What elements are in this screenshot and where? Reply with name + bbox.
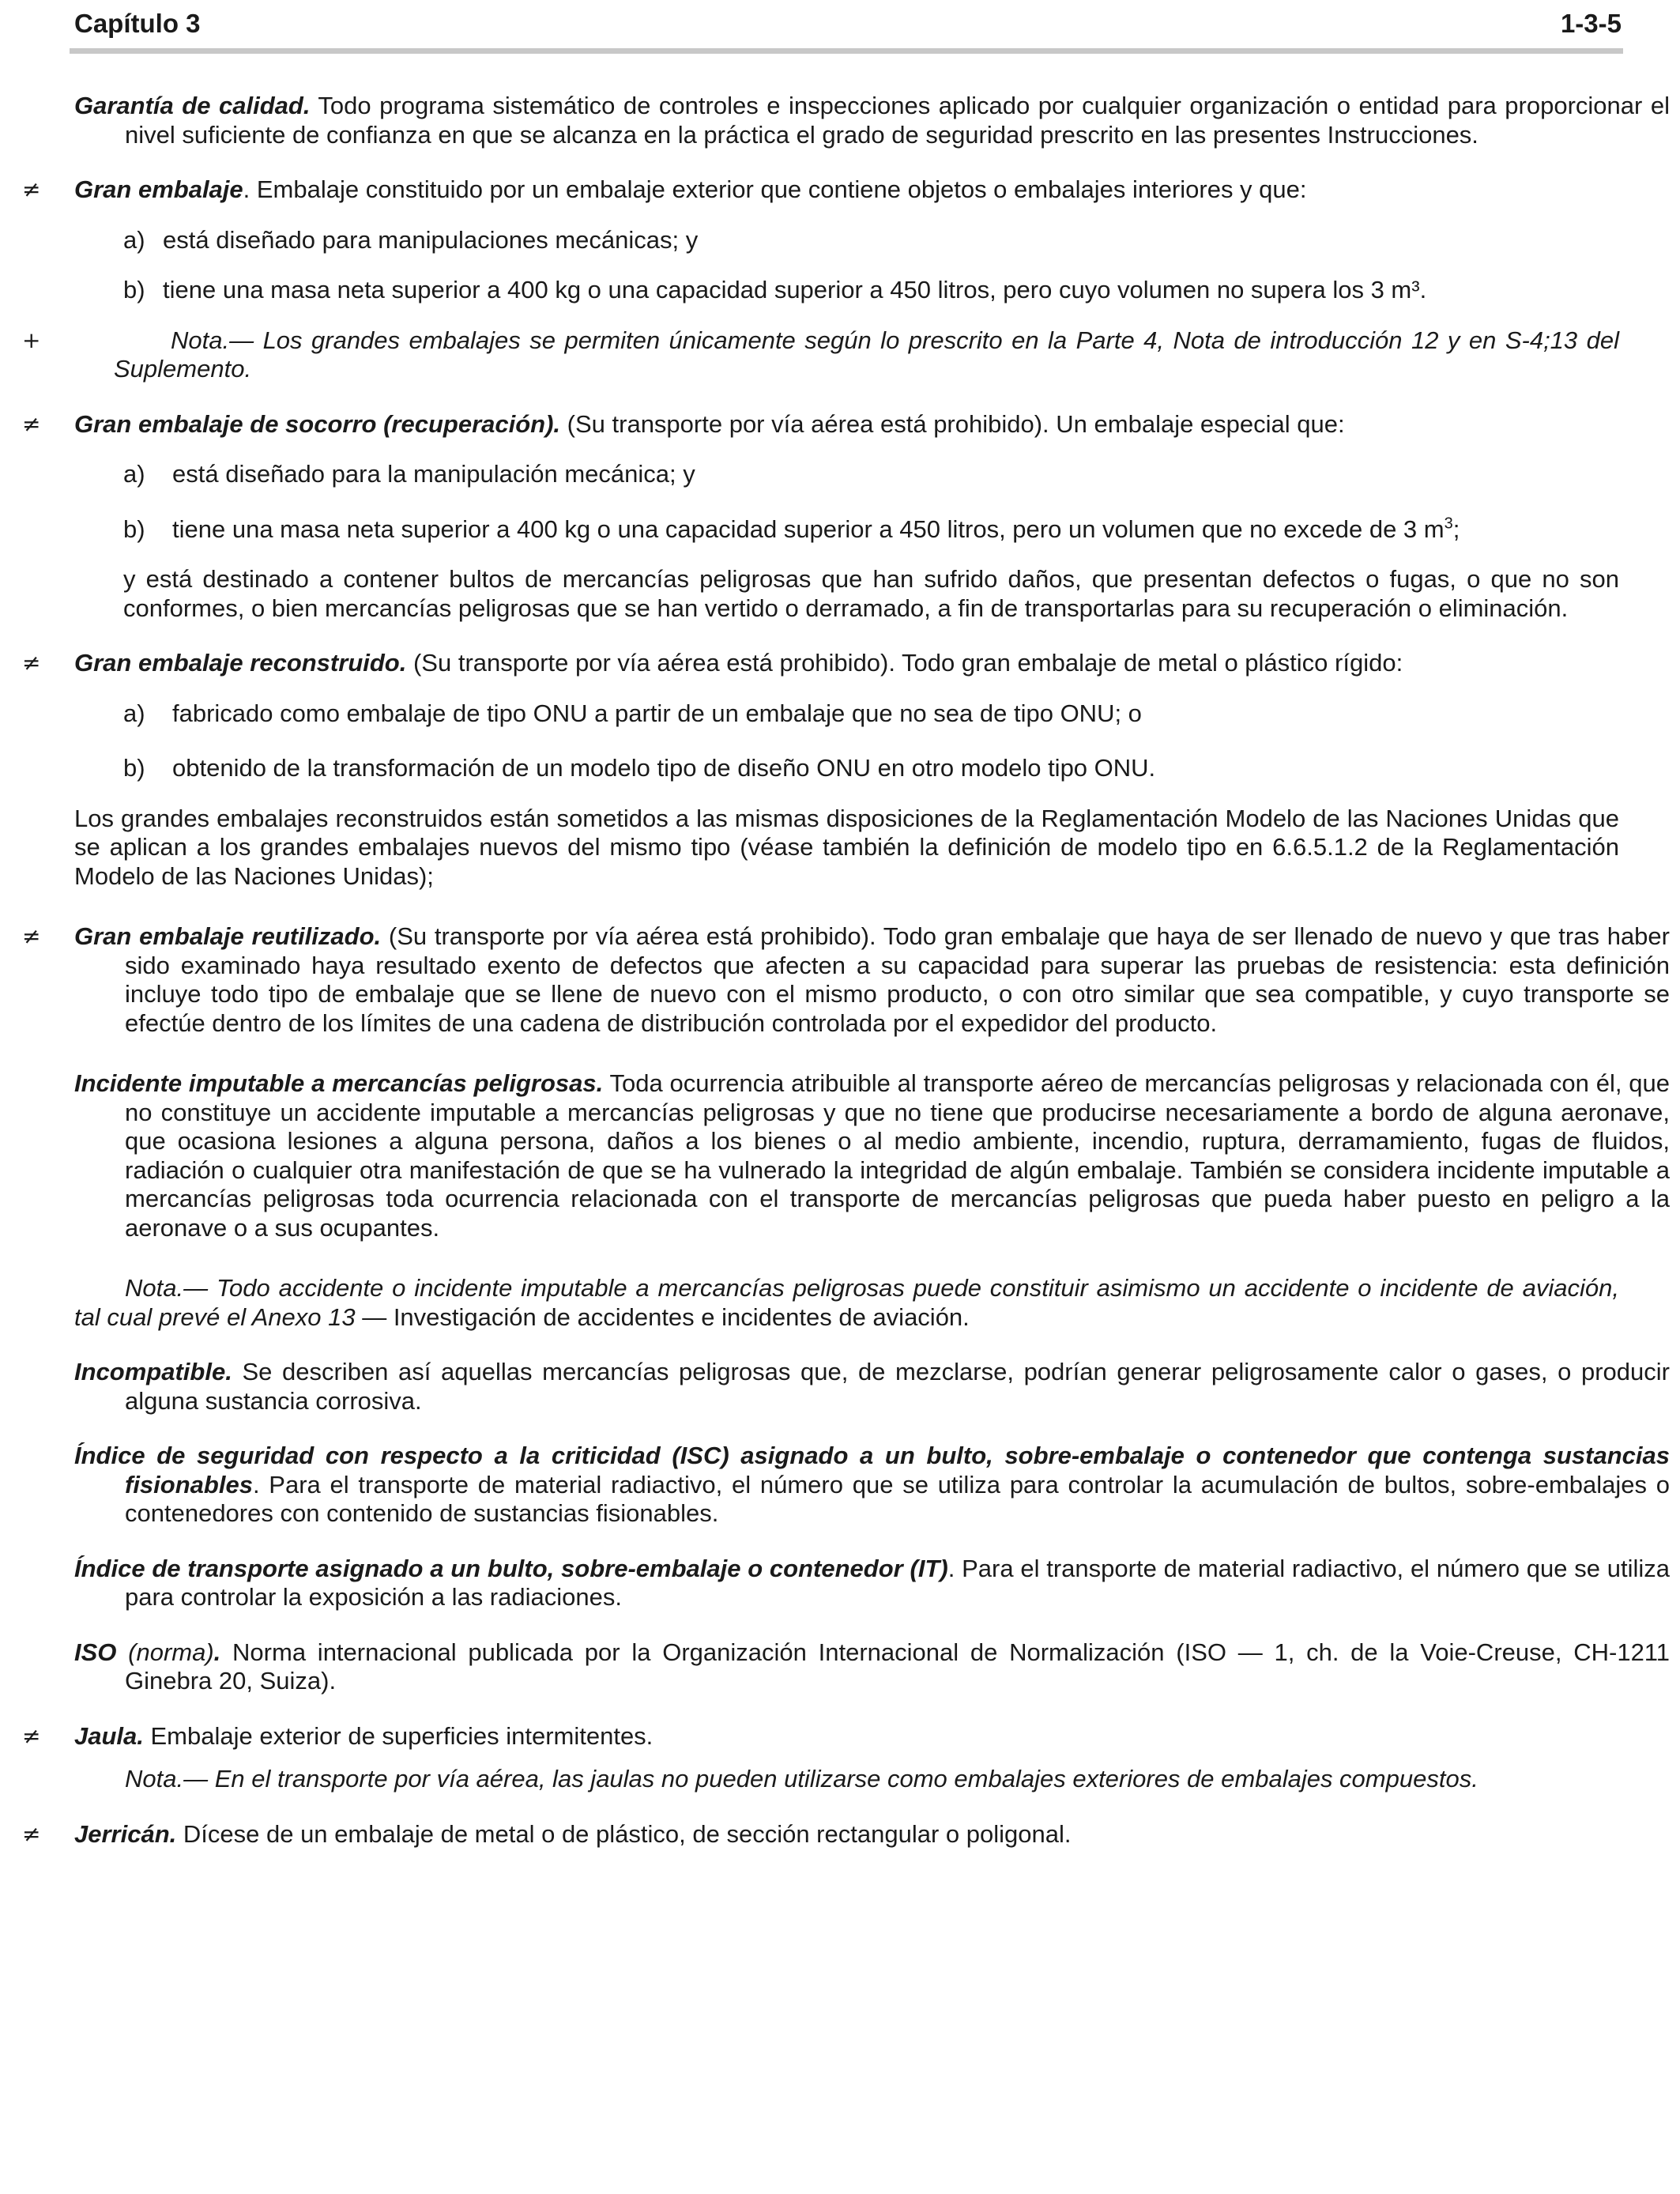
superscript: 3 <box>1444 515 1453 533</box>
definition-text: Se describen así aquellas mercancías peligrosas que, de mezclarse, podrían generar peligrosamente calor o gases, o producir alguna sustancia corrosiva. <box>125 1358 1670 1415</box>
note-jaula <box>0 1765 1680 1794</box>
definition-jerrican <box>0 1820 1680 1849</box>
definition-text: . Para el transporte de material radiactivo, el número que se utiliza para controlar la acumulación de bultos, sobre-embalajes o contenedores con contenido de sustancias fisionables. <box>125 1470 1670 1527</box>
definition-garantia-de-calidad <box>0 92 1680 149</box>
item-text: tiene una masa neta superior a 400 kg o una capacidad superior a 450 litros, pero un volumen que no excede de 3 m <box>172 515 1445 543</box>
definition-paragraph <box>74 92 1670 149</box>
definition-isc <box>0 1442 1680 1529</box>
item-text: está diseñado para la manipulación mecánica; y <box>172 460 695 488</box>
change-mark: ≠ <box>22 1820 41 1847</box>
note-paragraph <box>114 326 1619 384</box>
item-text: está diseñado para manipulaciones mecánicas; y <box>163 225 699 254</box>
definition-term: Gran embalaje reutilizado. <box>74 922 382 950</box>
definition-paragraph <box>74 1069 1670 1242</box>
list-item <box>0 460 1680 489</box>
definition-text: Norma internacional publicada por la Organización Internacional de Normalización (ISO — 1, ch. de la Voie-Creuse, CH-1211 Ginebra 20, Suiza). <box>125 1638 1670 1695</box>
change-mark: ≠ <box>22 1722 41 1749</box>
definition-text: Dícese de un embalaje de metal o de plástico, de sección rectangular o poligonal. <box>176 1819 1072 1848</box>
definition-gran-embalaje-reconstruido <box>0 649 1680 678</box>
definition-paragraph <box>74 1722 1670 1751</box>
definition-term: Gran embalaje de socorro (recuperación). <box>74 409 561 438</box>
definition-paragraph <box>74 922 1670 1038</box>
definition-paragraph <box>74 649 1670 678</box>
definition-text: (Su transporte por vía aérea está prohibido). Todo gran embalaje que haya de ser llenado de nuevo y que tras haber sido examinado haya resultado exento de defectos que afecten a su capacidad para superar las pruebas de resistencia: esta definición incluye todo tipo de embalaje que se llene de nuevo con el mismo producto, o con otro similar que sea compatible, y cuyo transporte se efectúe dentro de los límites de una cadena de distribución controlada por el expedidor del producto. <box>125 922 1670 1037</box>
item-text: tiene una masa neta superior a 400 kg o una capacidad superior a 450 litros, pero cuyo volumen no supera los 3 m³. <box>163 276 1427 303</box>
note-gran-embalaje <box>0 326 1680 384</box>
definition-paragraph <box>74 1442 1670 1529</box>
definition-term: Incompatible. <box>74 1358 232 1385</box>
page-number: 1-3-5 <box>1560 9 1622 38</box>
item-label: a) <box>123 225 145 254</box>
definition-paragraph <box>74 175 1670 205</box>
list-item <box>0 226 1680 255</box>
item-label: b) <box>123 754 145 782</box>
item-label: a) <box>123 460 145 488</box>
addition-mark: + <box>22 326 41 353</box>
item-label: a) <box>123 699 145 727</box>
item-label: b) <box>123 515 145 543</box>
definition-term: Gran embalaje <box>74 175 243 203</box>
definition-iso <box>0 1638 1680 1696</box>
note-label: Nota.— <box>171 326 254 354</box>
definition-it <box>0 1555 1680 1612</box>
header-rule <box>70 48 1623 54</box>
note-text: Nota.— Todo accidente o incidente imputable a mercancías peligrosas puede constituir asimismo un accidente o incidente de aviación, tal cual prevé el Anexo 13 <box>74 1274 1619 1331</box>
change-mark: ≠ <box>22 923 41 949</box>
note-incidente <box>0 1274 1680 1332</box>
list-item <box>0 276 1680 305</box>
definition-term: Incidente imputable a mercancías peligrosas. <box>74 1069 604 1097</box>
item-text: fabricado como embalaje de tipo ONU a partir de un embalaje que no sea de tipo ONU; o <box>172 699 1142 727</box>
continuation-paragraph: y está destinado a contener bultos de mercancías peligrosas que han sufrido daños, que presentan defectos o fugas, o que no son conformes, o bien mercancías peligrosas que se han vertido o derramado, a fin de transportarlas para su recuperación o eliminación. <box>123 565 1619 622</box>
definition-term: Garantía de calidad. <box>74 92 311 119</box>
definition-gran-embalaje-reutilizado <box>0 922 1680 1038</box>
definition-term: Índice de transporte asignado a un bulto, sobre-embalaje o contenedor (IT) <box>74 1554 948 1582</box>
note-paragraph: Nota.— En el transporte por vía aérea, las jaulas no pueden utilizarse como embalajes exteriores de embalajes compuestos. <box>125 1765 1478 1793</box>
list-item <box>0 699 1680 729</box>
change-mark: ≠ <box>22 410 41 437</box>
definition-incompatible <box>0 1358 1680 1416</box>
definition-term: ISO <box>74 1638 117 1666</box>
note-paragraph <box>74 1274 1619 1332</box>
chapter-title: Capítulo 3 <box>74 9 201 38</box>
definition-paragraph <box>74 1820 1670 1849</box>
definition-term: Jaula. <box>74 1721 144 1750</box>
definition-text: Embalaje exterior de superficies intermitentes. <box>143 1721 654 1750</box>
item-label: b) <box>123 276 145 303</box>
definition-term: Jerricán. <box>74 1819 177 1848</box>
definition-paragraph <box>74 410 1670 439</box>
definition-paragraph <box>74 1555 1670 1612</box>
change-mark: ≠ <box>22 176 41 202</box>
definition-paragraph <box>74 1358 1670 1416</box>
definition-term: Índice de seguridad con respecto a la criticidad (ISC) asignado a un bulto, sobre-embalaje o contenedor que contenga sustancias fisionables <box>74 1442 1670 1498</box>
list-item <box>0 754 1680 783</box>
definitions-list <box>0 92 1680 1849</box>
definition-incidente <box>0 1069 1680 1242</box>
note-text-upright: — Investigación de accidentes e incidentes de aviación. <box>362 1302 970 1331</box>
definition-jaula <box>0 1722 1680 1751</box>
page-header <box>74 3 1622 44</box>
list-item: b) tiene una masa neta superior a 400 kg o una capacidad superior a 450 litros, pero un volumen que no excede de 3 $m^3$; <box>123 515 1460 543</box>
definition-text: . Embalaje constituido por un embalaje exterior que contiene objetos o embalajes interiores y que: <box>243 175 1307 203</box>
body-paragraph: Los grandes embalajes reconstruidos están sometidos a las mismas disposiciones de la Reglamentación Modelo de las Naciones Unidas que se aplican a los grandes embalajes nuevos del mismo tipo (véase también la definición de modelo tipo en 6.6.5.1.2 de la Reglamentación Modelo de las Naciones Unidas); <box>74 804 1619 890</box>
change-mark: ≠ <box>22 650 41 676</box>
definition-paragraph: ISO (norma). Norma internacional publicada por la Organización Internacional de Normalización (ISO — 1, ch. de la Voie-Creuse, CH-1211 Ginebra 20, Suiza). <box>74 1638 1670 1695</box>
definition-term: Gran embalaje reconstruido. <box>74 649 407 677</box>
definition-gran-embalaje-de-socorro <box>0 410 1680 439</box>
definition-text: . Para el transporte de material radiactivo, el número que se utiliza para controlar la exposición a las radiaciones. <box>125 1554 1670 1611</box>
definition-text: (Su transporte por vía aérea está prohibido). Un embalaje especial que: <box>560 409 1345 438</box>
definition-gran-embalaje <box>0 175 1680 205</box>
note-text: Los grandes embalajes se permiten únicamente según lo prescrito en la Parte 4, Nota de introducción 12 y en S-4;13 del Suplemento. <box>114 326 1619 383</box>
item-text: obtenido de la transformación de un modelo tipo de diseño ONU en otro modelo tipo ONU. <box>172 754 1156 782</box>
definition-text: Toda ocurrencia atribuible al transporte aéreo de mercancías peligrosas y relacionada con él, que no constituye un accidente imputable a mercancías peligrosas y que no tiene que producirse necesariamente a bordo de alguna aeronave, que ocasiona lesiones a alguna persona, daños a los bienes o al medio ambiente, incendio, ruptura, derramamiento, fugas de fluidos, radiación o cualquier otra manifestación de que se ha vulnerado la integridad de algún embalaje. También se considera incidente imputable a mercancías peligrosas toda ocurrencia relacionada con el transporte de mercancías peligrosas que pueda haber puesto en peligro a la aeronave o a sus ocupantes. <box>125 1069 1670 1242</box>
definition-text: (Su transporte por vía aérea está prohibido). Todo gran embalaje de metal o plástico rígido: <box>406 649 1403 677</box>
definition-text: Todo programa sistemático de controles e inspecciones aplicado por cualquier organización o entidad para proporcionar el nivel suficiente de confianza en que se alcanza en la práctica el grado de seguridad prescrito en las presentes Instrucciones. <box>125 92 1670 149</box>
